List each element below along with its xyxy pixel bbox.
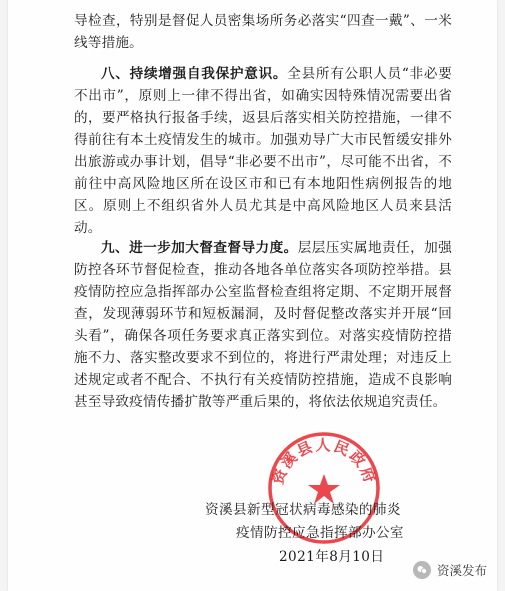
section-9-heading: 九、进一步加大督查督导力度。 — [101, 240, 298, 256]
signature-line-2: 疫情防控应急指挥部办公室 — [236, 525, 404, 541]
section-9-body: 层层压实属地责任，加强防控各环节督促检查，推动各地各单位落实各项防控举措。县疫情防控应急指挥部办公室监督检查组将定期、不定期开展督查，发现薄弱环节和短板漏洞，及时督促整改落实并开展“回头看”，确保各项任务要求真正落实到位。对落实疫情防控措施不力、落实整改要求不到位的，将进行严肃处理；对违反上述规定或者不配合、不执行有关疫情防控措施，造成不良影响甚至导致疫情传播扩散等严重后果的，将依法依规追究责任。 — [74, 240, 452, 410]
wechat-channel-icon — [413, 561, 431, 579]
account-watermark — [413, 561, 487, 579]
section-8-heading: 八、持续增强自我保护意识。 — [101, 66, 288, 82]
section-9-paragraph — [74, 237, 452, 413]
signature-line-1: 资溪县新型冠状病毒感染的肺炎 — [205, 502, 401, 518]
section-8-paragraph — [74, 63, 452, 239]
signature-date: 2021年8月10日 — [279, 549, 385, 565]
section-8-body: 全县所有公职人员“非必要不出市”，原则上一律不得出省，如确实因特殊情况需要出省的，要严格执行报备手续，返县后落实相关防控措施，一律不得前往有本土疫情发生的城市。加强劝导广大市民暂缓安排外出旅游或办事计划，倡导“非必要不出市”，尽可能不出省，不前往中高风险地区所在设区市和已有本地阳性病例报告的地区。原则上不组织省外人员尤其是中高风险地区人员来县活动。 — [74, 66, 452, 236]
paragraph-continuation: 导检查，特别是督促人员密集场所务必落实“四查一戴”、一米线等措施。 — [74, 13, 452, 51]
document-page — [8, 0, 497, 591]
svg-text:资溪县人民政府: 资溪县人民政府 — [268, 436, 380, 487]
watermark-label: 资溪发布 — [436, 563, 487, 578]
